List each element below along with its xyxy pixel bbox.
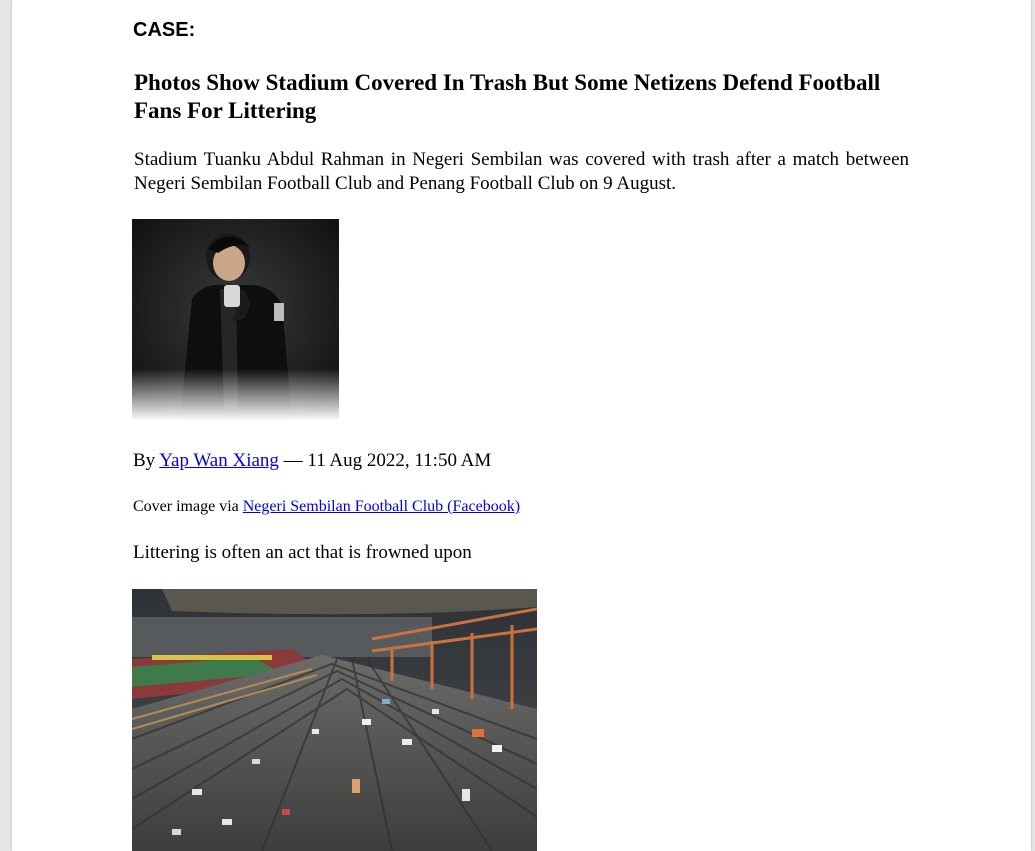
article-intro: Stadium Tuanku Abdul Rahman in Negeri Sembilan was covered with trash after a match between Negeri Sembilan Football Club and Penang Football Club on 9 August. — [134, 149, 909, 194]
article-byline — [133, 450, 491, 472]
byline-separator: — — [278, 450, 308, 471]
cover-image-credit — [133, 498, 520, 516]
credit-prefix: Cover image via — [133, 498, 243, 515]
article-lede: Littering is often an act that is frowned upon — [133, 542, 472, 563]
case-label: CASE: — [133, 19, 196, 41]
article-headline: Photos Show Stadium Covered In Trash But Some Netizens Defend Football Fans For Littering — [134, 70, 881, 123]
byline-prefix: By — [133, 450, 160, 471]
author-photo — [132, 219, 339, 421]
stadium-photo — [132, 589, 537, 851]
publish-date: 11 Aug 2022, 11:50 AM — [307, 450, 492, 471]
credit-source-link[interactable]: Negeri Sembilan Football Club (Facebook) — [242, 498, 521, 515]
author-link[interactable]: Yap Wan Xiang — [159, 450, 279, 471]
